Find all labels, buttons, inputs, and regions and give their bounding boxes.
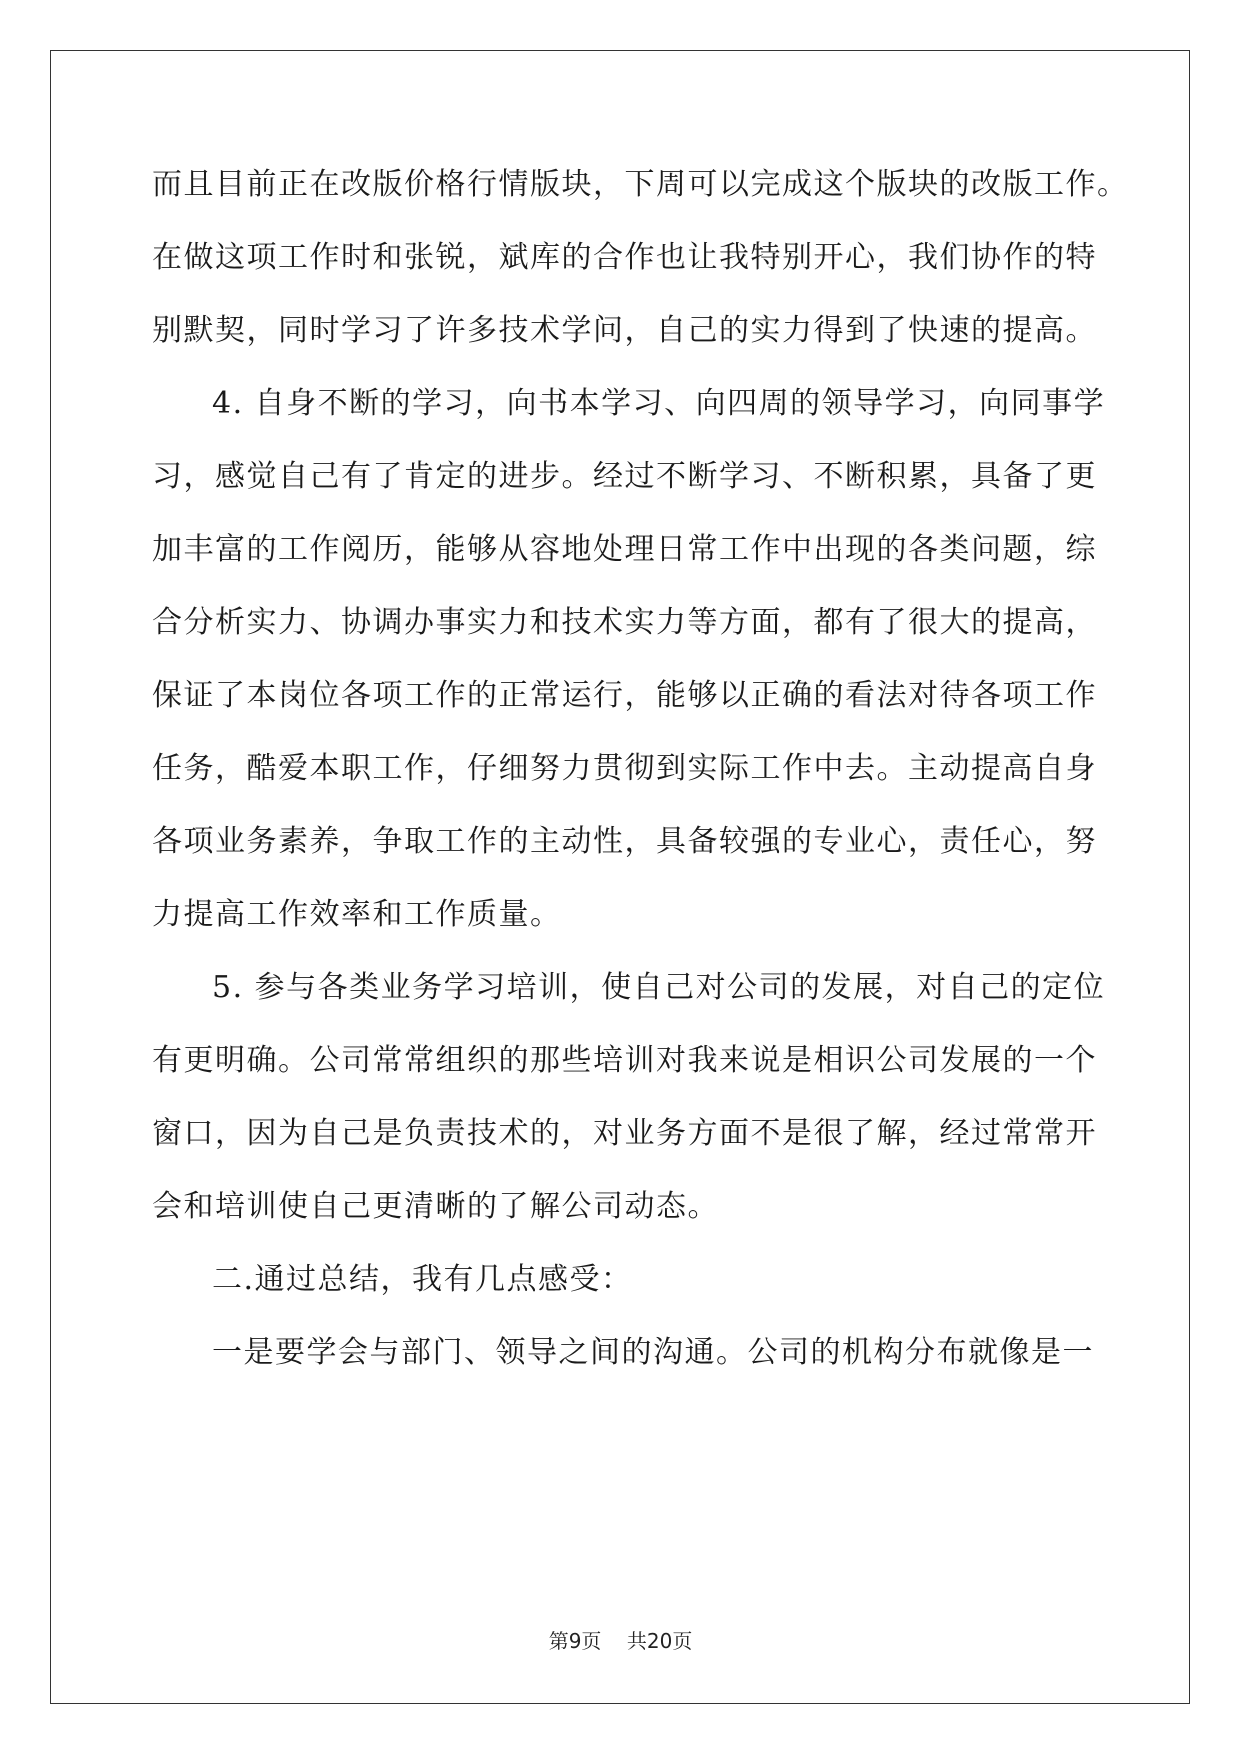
total-pages: 20 [646, 1629, 673, 1653]
text-line: 各项业务素养，争取工作的主动性，具备较强的专业心，责任心，努 [152, 824, 1097, 859]
text-line: 二.通过总结，我有几点感受： [212, 1262, 633, 1297]
text-line: 在做这项工作时和张锐，斌库的合作也让我特别开心，我们协作的特 [152, 240, 1097, 275]
page-footer [0, 1628, 1241, 1654]
text-line: 会和培训使自己更清晰的了解公司动态。 [152, 1189, 719, 1224]
text-line: 窗口，因为自己是负责技术的，对业务方面不是很了解，经过常常开 [152, 1116, 1097, 1151]
total-prefix: 共 [626, 1629, 647, 1653]
text-line: 任务，酷爱本职工作，仔细努力贯彻到实际工作中去。主动提高自身 [152, 751, 1097, 786]
page-border [50, 50, 1190, 1704]
text-line: 力提高工作效率和工作质量。 [152, 897, 562, 932]
text-line: 加丰富的工作阅历，能够从容地处理日常工作中出现的各类问题，综 [152, 532, 1097, 567]
text-line: 习，感觉自己有了肯定的进步。经过不断学习、不断积累，具备了更 [152, 459, 1097, 494]
text-line: 一是要学会与部门、领导之间的沟通。公司的机构分布就像是一 [212, 1335, 1094, 1370]
text-line: 有更明确。公司常常组织的那些培训对我来说是相识公司发展的一个 [152, 1043, 1097, 1078]
text-line: 别默契，同时学习了许多技术学问，自己的实力得到了快速的提高。 [152, 313, 1097, 348]
text-line: 合分析实力、协调办事实力和技术实力等方面，都有了很大的提高， [152, 605, 1097, 640]
text-line: 保证了本岗位各项工作的正常运行，能够以正确的看法对待各项工作 [152, 678, 1097, 713]
total-suffix: 页 [672, 1629, 693, 1653]
text-line: 4. 自身不断的学习，向书本学习、向四周的领导学习，向同事学 [212, 386, 1106, 421]
page-number: 9 [568, 1629, 582, 1653]
page-suffix: 页 [581, 1629, 602, 1653]
text-line: 而且目前正在改版价格行情版块，下周可以完成这个版块的改版工作。 [152, 167, 1129, 202]
page-prefix: 第 [548, 1629, 569, 1653]
text-line: 5. 参与各类业务学习培训，使自己对公司的发展，对自己的定位 [212, 970, 1106, 1005]
